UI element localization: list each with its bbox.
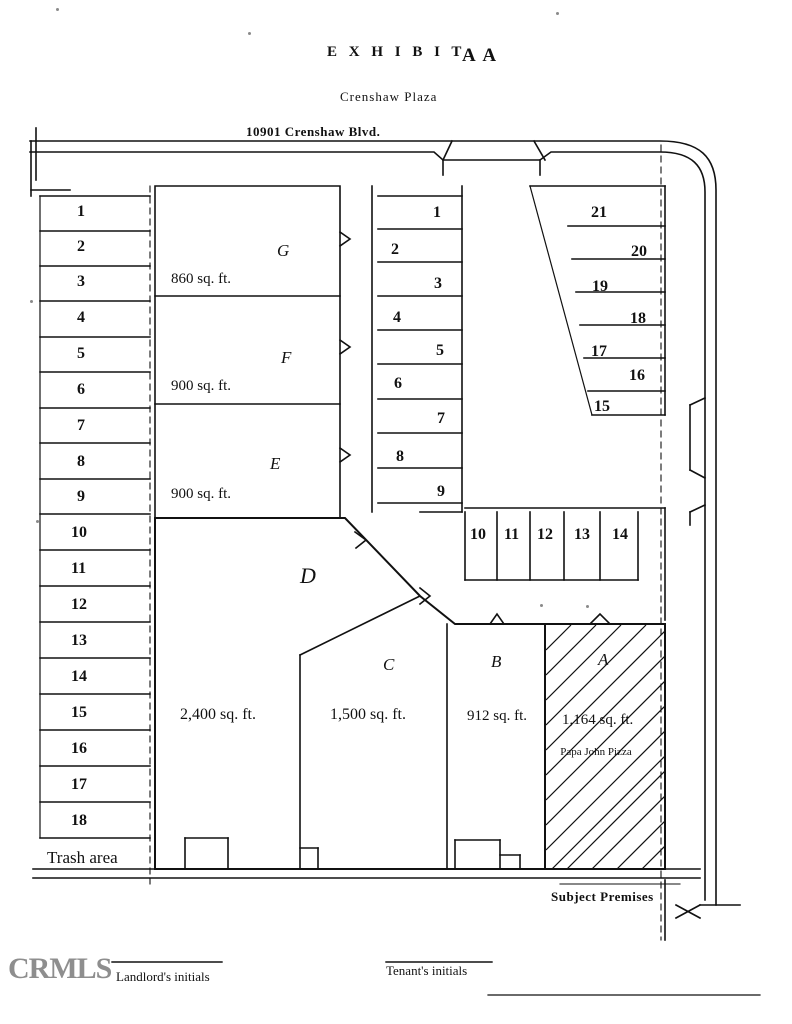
parking-stall-mid-9: 9 xyxy=(437,483,445,500)
parking-stall-left-1: 1 xyxy=(77,203,85,220)
unit-label-f: F xyxy=(281,348,292,367)
parking-stall-left-2: 2 xyxy=(77,238,85,255)
parking-stall-left-11: 11 xyxy=(71,560,87,577)
scan-speck xyxy=(586,605,589,608)
unit-label-e: E xyxy=(270,454,281,473)
parking-stall-left-3: 3 xyxy=(77,273,85,290)
parking-stall-mid-4: 4 xyxy=(393,309,401,326)
parking-stall-bottom-10: 10 xyxy=(470,526,486,543)
parking-stall-left-6: 6 xyxy=(77,381,85,398)
parking-stall-left-13: 13 xyxy=(71,632,87,649)
parking-stall-right-19: 19 xyxy=(592,278,608,295)
parking-stall-left-4: 4 xyxy=(77,309,85,326)
tenant-initials-label: Tenant's initials xyxy=(386,963,468,978)
exhibit-letter: A A xyxy=(462,45,499,66)
trash-area-label: Trash area xyxy=(47,848,118,867)
scan-speck xyxy=(540,604,543,607)
parking-stall-mid-6: 6 xyxy=(394,375,402,392)
unit-label-b: B xyxy=(491,652,502,671)
parking-stall-mid-8: 8 xyxy=(396,448,404,465)
parking-stall-bottom-14: 14 xyxy=(612,526,628,543)
parking-stall-right-16: 16 xyxy=(629,367,645,384)
scan-speck xyxy=(556,12,559,15)
crmls-watermark: CRMLS xyxy=(8,952,112,985)
parking-stall-left-14: 14 xyxy=(71,668,87,685)
parking-stall-mid-5: 5 xyxy=(436,342,444,359)
parking-stall-right-21: 21 xyxy=(591,204,607,221)
parking-stall-left-8: 8 xyxy=(77,453,85,470)
landlord-initials-label: Landlord's initials xyxy=(116,969,210,984)
unit-area-b: 912 sq. ft. xyxy=(467,708,527,724)
parking-stall-bottom-12: 12 xyxy=(537,526,553,543)
unit-label-d: D xyxy=(300,563,316,588)
scan-speck xyxy=(30,300,33,303)
parking-stall-right-17: 17 xyxy=(591,343,607,360)
scan-speck xyxy=(36,520,39,523)
parking-stall-left-18: 18 xyxy=(71,812,87,829)
unit-label-a: A xyxy=(598,650,609,669)
parking-stall-left-17: 17 xyxy=(71,776,87,793)
parking-stall-right-15: 15 xyxy=(594,398,610,415)
unit-label-c: C xyxy=(383,655,395,674)
parking-stall-left-12: 12 xyxy=(71,596,87,613)
unit-area-c: 1,500 sq. ft. xyxy=(330,706,406,723)
parking-stall-right-20: 20 xyxy=(631,243,647,260)
parking-stall-left-16: 16 xyxy=(71,740,87,757)
unit-area-d: 2,400 sq. ft. xyxy=(180,706,256,723)
parking-stall-bottom-13: 13 xyxy=(574,526,590,543)
unit-label-g: G xyxy=(277,241,290,260)
scan-speck xyxy=(56,8,59,11)
parking-stall-mid-7: 7 xyxy=(437,410,445,427)
property-name: Crenshaw Plaza xyxy=(340,89,438,104)
parking-stall-left-5: 5 xyxy=(77,345,85,362)
parking-stall-left-15: 15 xyxy=(71,704,87,721)
parking-stall-mid-2: 2 xyxy=(391,241,399,258)
parking-stall-left-10: 10 xyxy=(71,524,87,541)
unit-area-f: 900 sq. ft. xyxy=(171,378,231,394)
unit-area-g: 860 sq. ft. xyxy=(171,271,231,287)
unit-area-e: 900 sq. ft. xyxy=(171,486,231,502)
unit-tenant-a: Papa John Pizza xyxy=(560,746,632,758)
unit-area-a: 1,164 sq. ft. xyxy=(562,712,634,728)
subject-premises-label: Subject Premises xyxy=(551,889,654,904)
street-address: 10901 Crenshaw Blvd. xyxy=(246,124,381,139)
parking-stall-right-18: 18 xyxy=(630,310,646,327)
parking-stall-left-9: 9 xyxy=(77,488,85,505)
parking-stall-mid-3: 3 xyxy=(434,275,442,292)
parking-stall-mid-1: 1 xyxy=(433,204,441,221)
exhibit-title: E X H I B I T xyxy=(327,44,466,60)
parking-stall-bottom-11: 11 xyxy=(504,526,520,543)
scan-speck xyxy=(248,32,251,35)
parking-stall-left-7: 7 xyxy=(77,417,85,434)
